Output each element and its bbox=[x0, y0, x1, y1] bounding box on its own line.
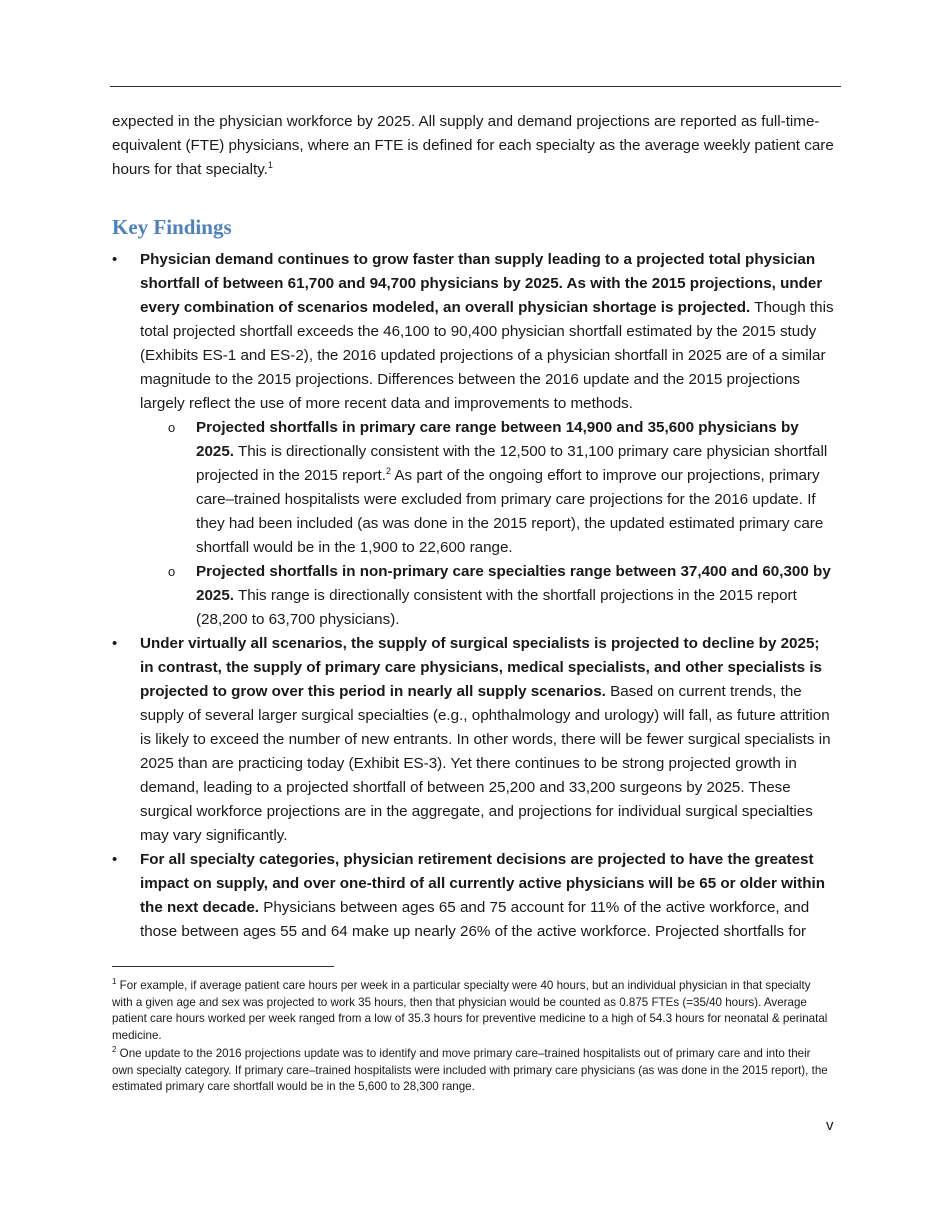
footnote-separator bbox=[112, 966, 334, 967]
finding-bold-text: For all specialty categories, physician retirement decisions are projected to have the greatest impact on supply, and over one-third of all currently active physicians will be 65 or older within the next decade. bbox=[140, 851, 825, 916]
sub-finding-item bbox=[140, 416, 834, 560]
footnote-number: 1 bbox=[112, 977, 117, 987]
page-number: v bbox=[826, 1117, 834, 1134]
intro-text: expected in the physician workforce by 2025. All supply and demand projections are reported as full-time-equivalent (FTE) physicians, where an FTE is defined for each specialty as the average weekly patient care hours for that specialty. bbox=[112, 113, 834, 178]
finding-item bbox=[112, 248, 834, 632]
footnote-ref-2[interactable]: 2 bbox=[385, 465, 391, 476]
header-rule bbox=[110, 86, 841, 87]
footnote-1 bbox=[112, 978, 834, 1044]
sub-findings-list bbox=[140, 416, 834, 632]
sub-finding-text-continued: As part of the ongoing effort to improve our projections, primary care–trained hospitalists were excluded from primary care projections for the 2016 update. If they had been included (as was done in the 2015 report), the updated estimated primary care shortfall would be in the 1,900 to 22,600 range. bbox=[196, 467, 824, 556]
circle-bullet-icon: o bbox=[168, 564, 176, 579]
sub-finding-text: This range is directionally consistent with the shortfall projections in the 2015 report (28,200 to 63,700 physicians). bbox=[196, 587, 797, 628]
sub-finding-item bbox=[140, 560, 834, 632]
footnote-2 bbox=[112, 1046, 834, 1096]
bullet-icon: • bbox=[112, 635, 118, 652]
bullet-icon: • bbox=[112, 851, 118, 868]
bullet-icon: • bbox=[112, 251, 118, 268]
finding-text: Based on current trends, the supply of several larger surgical specialties (e.g., ophthalmology and urology) will fall, as future attrition is likely to exceed the number of new entrants. In other words, there will be fewer surgical specialists in 2025 than are practicing today (Exhibit ES-3). Yet there continues to be strong projected growth in demand, leading to a projected shortfall of between 25,200 and 33,200 surgeons by 2025. These surgical workforce projections are in the aggregate, and projections for individual surgical specialties may vary significantly. bbox=[140, 683, 831, 844]
section-heading: Key Findings bbox=[112, 215, 232, 239]
footnote-text: One update to the 2016 projections update was to identify and move primary care–trained hospitalists out of primary care and into their own specialty category. If primary care–trained hospitalists were included with primary care physicians (as was done in the 2015 report), the estimated primary care shortfall would be in the 5,600 to 28,300 range. bbox=[112, 1047, 828, 1093]
footnotes bbox=[112, 978, 834, 1098]
body-content bbox=[112, 110, 834, 944]
finding-text: Physicians between ages 65 and 75 account for 11% of the active workforce, and those between ages 55 and 64 make up nearly 26% of the active workforce. Projected shortfalls for bbox=[140, 899, 810, 940]
sub-finding-text: This is directionally consistent with the 12,500 to 31,100 primary care physician shortfall projected in the 2015 report. bbox=[196, 443, 828, 484]
footnote-number: 2 bbox=[112, 1045, 117, 1055]
footnote-ref-1[interactable]: 1 bbox=[267, 159, 273, 170]
finding-bold-text: Under virtually all scenarios, the supply of surgical specialists is projected to decline by 2025; in contrast, the supply of primary care physicians, medical specialists, and other specialists is projected to grow over this period in nearly all supply scenarios. bbox=[140, 635, 822, 700]
intro-paragraph bbox=[112, 110, 834, 182]
finding-bold-text: Physician demand continues to grow faster than supply leading to a projected total physician shortfall of between 61,700 and 94,700 physicians by 2025. As with the 2015 projections, under every combination of scenarios modeled, an overall physician shortage is projected. bbox=[140, 251, 823, 316]
finding-item bbox=[112, 632, 834, 848]
sub-finding-bold-text: Projected shortfalls in primary care range between 14,900 and 35,600 physicians by 2025. bbox=[196, 419, 799, 460]
circle-bullet-icon: o bbox=[168, 420, 176, 435]
finding-text: Though this total projected shortfall exceeds the 46,100 to 90,400 physician shortfall estimated by the 2015 study (Exhibits ES-1 and ES-2), the 2016 updated projections of a physician shortfall in 2025 are of a similar magnitude to the 2015 projections. Differences between the 2016 update and the 2015 projections largely reflect the use of more recent data and improvements to methods. bbox=[140, 299, 834, 412]
key-findings-list bbox=[112, 248, 834, 944]
sub-finding-bold-text: Projected shortfalls in non-primary care specialties range between 37,400 and 60,300 by 2025. bbox=[196, 563, 831, 604]
footnote-text: For example, if average patient care hours per week in a particular specialty were 40 hours, but an individual physician in that specialty with a given age and sex was projected to work 35 hours, then that physician would be counted as 0.875 FTEs (=35/40 hours). Average patient care hours worked per week ranged from a low of 35.3 hours for preventive medicine to a high of 54.3 hours for neonatal & perinatal medicine. bbox=[112, 979, 828, 1042]
finding-item bbox=[112, 848, 834, 944]
